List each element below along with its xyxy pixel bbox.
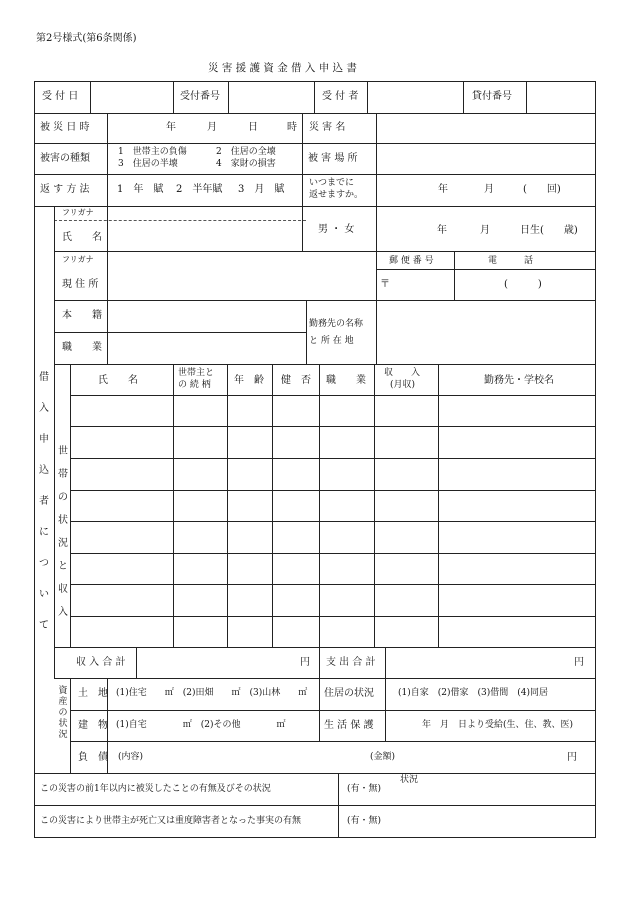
tatemono-items[interactable]: (1)自宅 ㎡ (2)その他 ㎡ bbox=[116, 720, 286, 730]
tel-field[interactable]: ( ) bbox=[504, 279, 542, 290]
itsumade-line1: いつまでに bbox=[309, 178, 355, 188]
kashitsuke-no-label: 貸付番号 bbox=[472, 91, 512, 102]
kinmusaki-line1: 勤務先の名称 bbox=[309, 319, 364, 329]
higai-opt2[interactable]: 2 住居の全壊 bbox=[216, 147, 276, 157]
hisai-nichiji-label: 被 災 日 時 bbox=[40, 122, 90, 133]
assets-side-label: 資産の状況 bbox=[58, 686, 68, 740]
expense-total-yen: 円 bbox=[574, 657, 584, 668]
col-age: 年 齢 bbox=[234, 375, 264, 386]
shokugyo-field[interactable] bbox=[108, 333, 305, 363]
denwa-label: 電 話 bbox=[488, 256, 534, 266]
furigana-label-1: フリガナ bbox=[62, 208, 94, 217]
birth-day-age: 日生( 歳) bbox=[520, 225, 578, 236]
itsumade-line2: 返せますか。 bbox=[309, 190, 364, 200]
yubin-label: 郵 便 番 号 bbox=[389, 256, 434, 266]
fusai-label: 負 債 bbox=[78, 752, 108, 763]
furigana-label-2: フリガナ bbox=[62, 255, 94, 264]
jukyo-items[interactable]: (1)自家 (2)借家 (3)借間 (4)同居 bbox=[398, 688, 548, 698]
kaesu-kai: ( 回) bbox=[523, 184, 561, 195]
jukyo-label: 住居の状況 bbox=[324, 688, 374, 699]
kinmusaki-line2: と 所 在 地 bbox=[309, 336, 354, 346]
birth-nen: 年 bbox=[437, 225, 447, 236]
form-number: 第2号様式(第6条関係) bbox=[36, 33, 137, 44]
uketsuke-date-field[interactable] bbox=[91, 82, 172, 112]
q1-status-field[interactable] bbox=[396, 788, 594, 804]
kinmusaki-field[interactable] bbox=[377, 301, 594, 363]
higai-shurui-label: 被害の種類 bbox=[40, 153, 90, 164]
hisai-tsuki: 月 bbox=[207, 122, 217, 133]
kashitsuke-no-field[interactable] bbox=[527, 82, 594, 112]
expense-total-label: 支 出 合 計 bbox=[326, 657, 376, 668]
sex-select[interactable]: 男 ・ 女 bbox=[318, 224, 355, 235]
col-health: 健 否 bbox=[281, 375, 311, 386]
seikatsu-hogo-label: 生 活 保 護 bbox=[324, 720, 374, 731]
kaesu-hoho-label: 返 す 方 法 bbox=[40, 184, 90, 195]
uketsuke-date-label: 受 付 日 bbox=[42, 91, 79, 102]
uketsukesha-field[interactable] bbox=[368, 82, 462, 112]
tatemono-label: 建 物 bbox=[78, 720, 108, 731]
col-rel-1: 世帯主と bbox=[178, 368, 215, 378]
higai-opt4[interactable]: 4 家財の損害 bbox=[216, 159, 276, 169]
tochi-items[interactable]: (1)住宅 ㎡ (2)田畑 ㎡ (3)山林 ㎡ bbox=[116, 688, 308, 698]
uketsukesha-label: 受 付 者 bbox=[322, 91, 359, 102]
genjusho-field[interactable] bbox=[108, 270, 375, 299]
fusai-kingaku[interactable]: (金額) bbox=[370, 752, 396, 762]
household-table-body[interactable] bbox=[71, 396, 594, 646]
uketsuke-no-label: 受付番号 bbox=[180, 91, 220, 102]
hisai-hi: 日 bbox=[248, 122, 258, 133]
fusai-naiyo[interactable]: (内容) bbox=[118, 752, 144, 762]
col-income-2: (月収) bbox=[390, 380, 416, 390]
higai-opt1[interactable]: 1 世帯主の負傷 bbox=[118, 147, 187, 157]
q2-label: この災害により世帯主が死亡又は重度障害者となった事実の有無 bbox=[40, 816, 302, 826]
fusai-yen: 円 bbox=[567, 752, 577, 763]
q1-answer[interactable]: (有・無) bbox=[347, 784, 382, 794]
q1-label: この災害の前1年以内に被災したことの有無及びその状況 bbox=[40, 784, 271, 794]
saigai-mei-label: 災 害 名 bbox=[309, 122, 346, 133]
genjusho-label: 現 住 所 bbox=[62, 279, 99, 290]
col-work: 勤務先・学校名 bbox=[484, 375, 554, 386]
kaesu-opt1[interactable]: 1 年 賦 bbox=[117, 184, 164, 195]
shimei-field[interactable] bbox=[108, 207, 301, 250]
higai-basho-field[interactable] bbox=[377, 144, 594, 173]
col-income-1: 収 入 bbox=[384, 368, 421, 378]
q1-status-label: 状況 bbox=[400, 775, 419, 785]
shimei-label: 氏 名 bbox=[62, 232, 102, 243]
higai-basho-label: 被 害 場 所 bbox=[308, 153, 358, 164]
q2-answer[interactable]: (有・無) bbox=[347, 816, 382, 826]
hisai-nen: 年 bbox=[166, 122, 176, 133]
higai-opt3[interactable]: 3 住居の半壊 bbox=[118, 159, 178, 169]
page-title: 災 害 援 護 資 金 借 入 申 込 書 bbox=[208, 62, 357, 74]
seikatsu-hogo-items[interactable]: 年 月 日より受給(生、住、教、医) bbox=[422, 720, 574, 730]
honseki-label: 本 籍 bbox=[62, 310, 102, 321]
kaesu-opt2[interactable]: 2 半年賦 bbox=[176, 184, 223, 195]
col-job: 職 業 bbox=[326, 375, 366, 386]
hisai-ji: 時 bbox=[287, 122, 297, 133]
col-rel-2: の 続 柄 bbox=[178, 380, 211, 390]
income-total-label: 収 入 合 計 bbox=[76, 657, 126, 668]
kaesu-nen: 年 bbox=[438, 184, 448, 195]
kaesu-opt3[interactable]: 3 月 賦 bbox=[238, 184, 285, 195]
shokugyo-label: 職 業 bbox=[62, 342, 102, 353]
honseki-field[interactable] bbox=[108, 301, 305, 331]
postal-mark[interactable]: 〒 bbox=[380, 279, 390, 290]
saigai-mei-field[interactable] bbox=[377, 114, 594, 142]
birth-tsuki: 月 bbox=[480, 225, 490, 236]
uketsuke-no-field[interactable] bbox=[229, 82, 313, 112]
income-total-yen: 円 bbox=[300, 657, 310, 668]
tochi-label: 土 地 bbox=[78, 688, 108, 699]
applicant-side-label: 借入申込者について bbox=[39, 372, 49, 631]
kaesu-tsuki: 月 bbox=[484, 184, 494, 195]
col-name: 氏 名 bbox=[98, 375, 138, 386]
household-side-label: 世帯の状況と収入 bbox=[58, 446, 68, 618]
